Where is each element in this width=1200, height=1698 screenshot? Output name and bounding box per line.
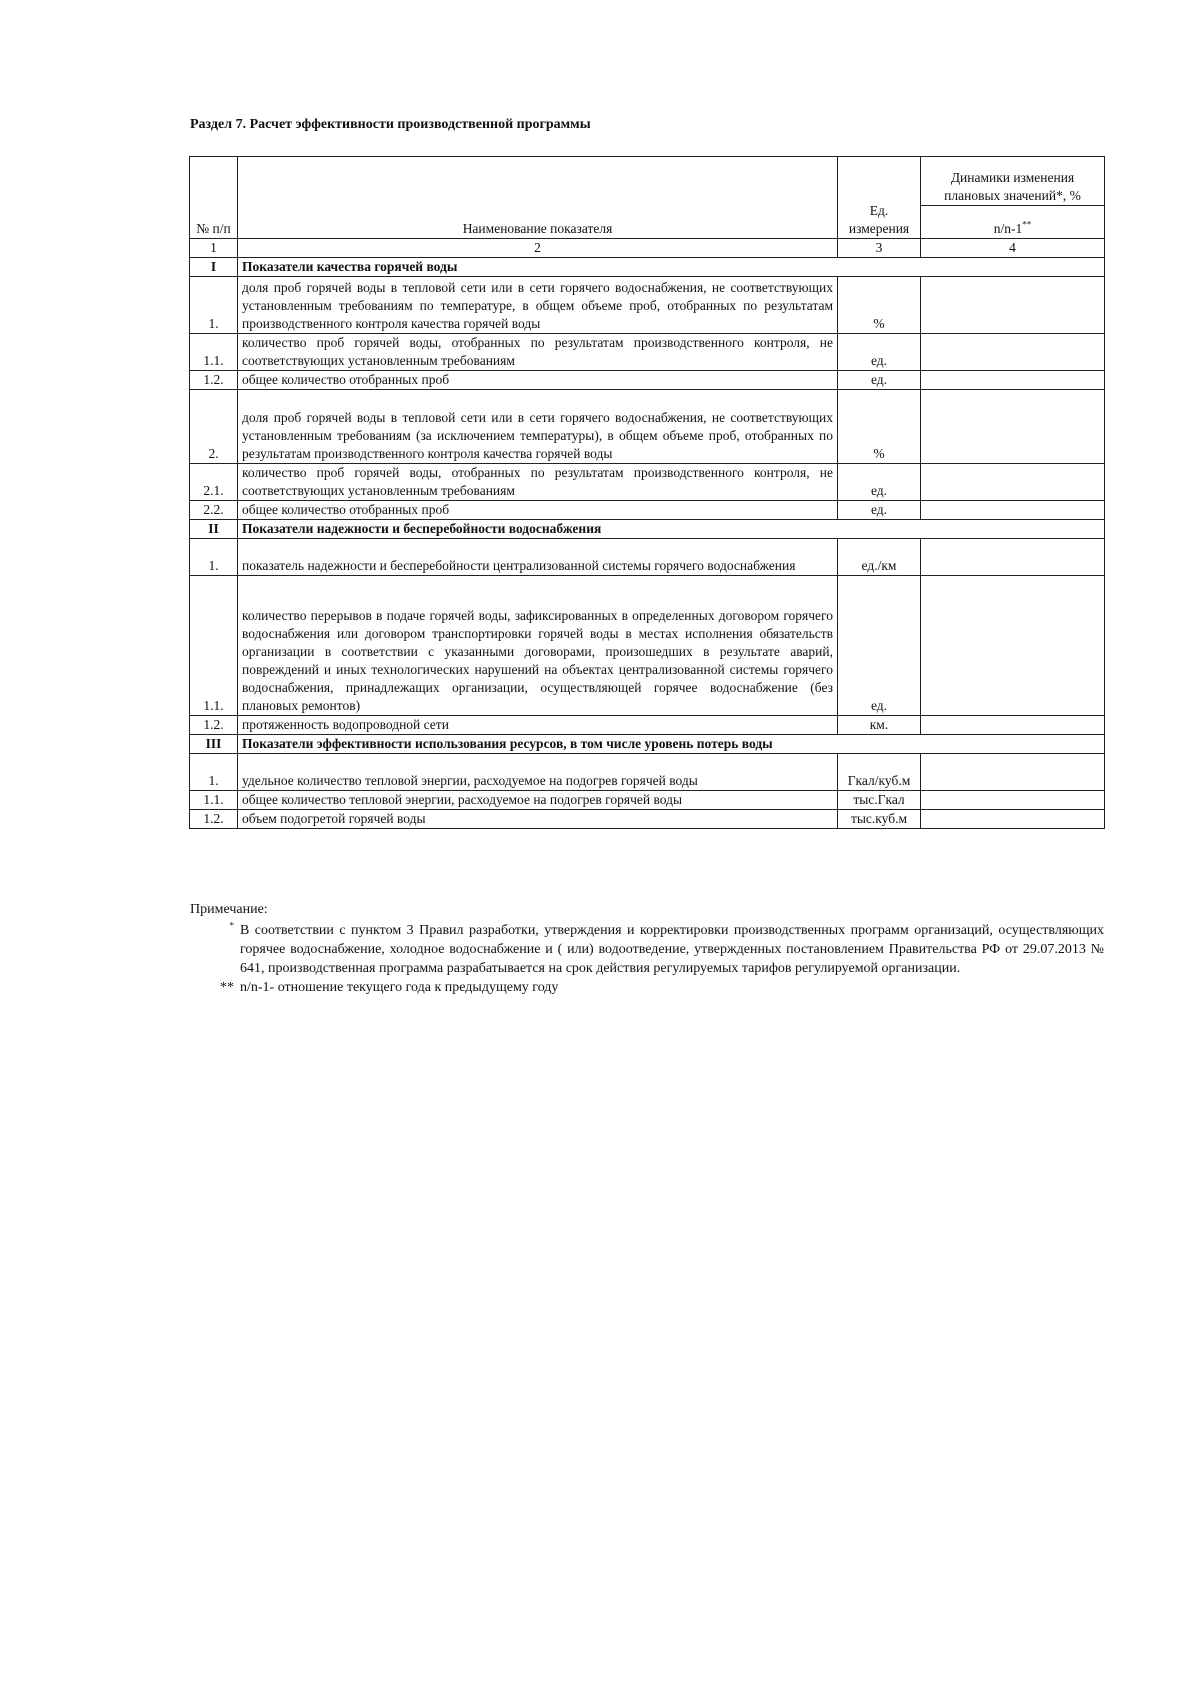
- table-row: [190, 334, 1105, 371]
- row-value: [921, 390, 1105, 464]
- table-row: [190, 501, 1105, 520]
- row-num: 1.2.: [190, 810, 238, 829]
- row-name: объем подогретой горячей воды: [238, 810, 838, 829]
- table-row: [190, 371, 1105, 390]
- row-unit: тыс.куб.м: [838, 810, 921, 829]
- table-row: [190, 716, 1105, 735]
- row-name: количество проб горячей воды, отобранных по результатам производственного контроля, не соответствующих установленным требованиям: [238, 334, 838, 371]
- row-num: 1.2.: [190, 371, 238, 390]
- row-unit: %: [838, 277, 921, 334]
- row-value: [921, 716, 1105, 735]
- column-index-cell: 3: [838, 239, 921, 258]
- row-num: 1.: [190, 539, 238, 576]
- note-item: [190, 921, 1104, 978]
- table-header-row: [190, 157, 1105, 206]
- header-dynamics: Динамики изменения плановых значений*, %: [921, 157, 1105, 206]
- section-row: [190, 258, 1105, 277]
- row-value: [921, 371, 1105, 390]
- row-value: [921, 334, 1105, 371]
- column-index-cell: 4: [921, 239, 1105, 258]
- header-ratio-text: n/n-1: [993, 221, 1023, 236]
- section-num: II: [190, 520, 238, 539]
- row-value: [921, 810, 1105, 829]
- row-name: общее количество тепловой энергии, расходуемое на подогрев горячей воды: [238, 791, 838, 810]
- column-index-cell: 1: [190, 239, 238, 258]
- section-row: [190, 520, 1105, 539]
- section-title-cell: Показатели качества горячей воды: [238, 258, 1105, 277]
- row-name: общее количество отобранных проб: [238, 371, 838, 390]
- header-num: № п/п: [190, 157, 238, 239]
- row-num: 2.: [190, 390, 238, 464]
- table-row: [190, 791, 1105, 810]
- row-unit: ед.: [838, 576, 921, 716]
- note-mark: **: [220, 980, 234, 995]
- row-unit: ед.: [838, 334, 921, 371]
- row-unit: ед.: [838, 464, 921, 501]
- note-mark: *: [229, 920, 234, 931]
- table-row: [190, 277, 1105, 334]
- table-row: [190, 754, 1105, 791]
- row-name: количество проб горячей воды, отобранных по результатам производственного контроля, не соответствующих установленным требованиям: [238, 464, 838, 501]
- row-value: [921, 576, 1105, 716]
- row-num: 2.1.: [190, 464, 238, 501]
- table-row: [190, 810, 1105, 829]
- table-row: [190, 576, 1105, 716]
- section-title: Раздел 7. Расчет эффективности производственной программы: [190, 117, 591, 132]
- row-num: 1.: [190, 754, 238, 791]
- row-name: показатель надежности и бесперебойности централизованной системы горячего водоснабжения: [238, 539, 838, 576]
- row-value: [921, 464, 1105, 501]
- note-item: [190, 978, 1104, 997]
- column-index-cell: 2: [238, 239, 838, 258]
- row-name: количество перерывов в подаче горячей воды, зафиксированных в определенных договором горячего водоснабжения или договором транспортировки горячей воды в местах исполнения обязательств организации в соответствии с указанными договорами, произошедших в результате аварий, повреждений и иных технологических нарушений на объектах централизованной системы горячего водоснабжения, принадлежащих организации, осуществляющей горячее водоснабжение (без плановых ремонтов): [238, 576, 838, 716]
- header-ratio: [921, 206, 1105, 239]
- row-num: 1.1.: [190, 791, 238, 810]
- notes-label: Примечание:: [190, 902, 268, 917]
- note-text: В соответствии с пунктом 3 Правил разработки, утверждения и корректировки производственных программ организаций, осуществляющих горячее водоснабжение, холодное водоснабжение и ( или) водоотведение, утвержденных постановлением Правительства РФ от 29.07.2013 № 641, производственная программа разрабатывается на срок действия регулируемых тарифов регулируемой организации.: [240, 923, 1104, 976]
- row-value: [921, 791, 1105, 810]
- row-unit: Гкал/куб.м: [838, 754, 921, 791]
- column-index-row: [190, 239, 1105, 258]
- row-unit: ед.: [838, 501, 921, 520]
- row-unit: тыс.Гкал: [838, 791, 921, 810]
- row-name: удельное количество тепловой энергии, расходуемое на подогрев горячей воды: [238, 754, 838, 791]
- efficiency-table: [189, 156, 1105, 829]
- row-name: протяженность водопроводной сети: [238, 716, 838, 735]
- section-row: [190, 735, 1105, 754]
- row-name: доля проб горячей воды в тепловой сети или в сети горячего водоснабжения, не соответствующих установленным требованиям по температуре, в общем объеме проб, отобранных по результатам производственного контроля качества горячей воды: [238, 277, 838, 334]
- row-value: [921, 501, 1105, 520]
- row-unit: км.: [838, 716, 921, 735]
- note-text: n/n-1- отношение текущего года к предыдущему году: [240, 980, 559, 995]
- header-unit: Ед. измерения: [838, 157, 921, 239]
- row-value: [921, 539, 1105, 576]
- table-row: [190, 539, 1105, 576]
- row-unit: ед./км: [838, 539, 921, 576]
- row-num: 1.2.: [190, 716, 238, 735]
- row-unit: %: [838, 390, 921, 464]
- row-name: доля проб горячей воды в тепловой сети или в сети горячего водоснабжения, не соответствующих установленным требованиям (за исключением температуры), в общем объеме проб, отобранных по результатам производственного контроля качества горячей воды: [238, 390, 838, 464]
- table-row: [190, 390, 1105, 464]
- header-ratio-sup: **: [1022, 219, 1032, 230]
- table-row: [190, 464, 1105, 501]
- row-num: 1.: [190, 277, 238, 334]
- row-num: 2.2.: [190, 501, 238, 520]
- notes: [190, 900, 1104, 997]
- section-num: III: [190, 735, 238, 754]
- row-unit: ед.: [838, 371, 921, 390]
- row-num: 1.1.: [190, 576, 238, 716]
- row-num: 1.1.: [190, 334, 238, 371]
- section-title-cell: Показатели надежности и бесперебойности водоснабжения: [238, 520, 1105, 539]
- section-title-cell: Показатели эффективности использования ресурсов, в том числе уровень потерь воды: [238, 735, 1105, 754]
- row-value: [921, 754, 1105, 791]
- row-value: [921, 277, 1105, 334]
- section-num: I: [190, 258, 238, 277]
- row-name: общее количество отобранных проб: [238, 501, 838, 520]
- header-name: Наименование показателя: [238, 157, 838, 239]
